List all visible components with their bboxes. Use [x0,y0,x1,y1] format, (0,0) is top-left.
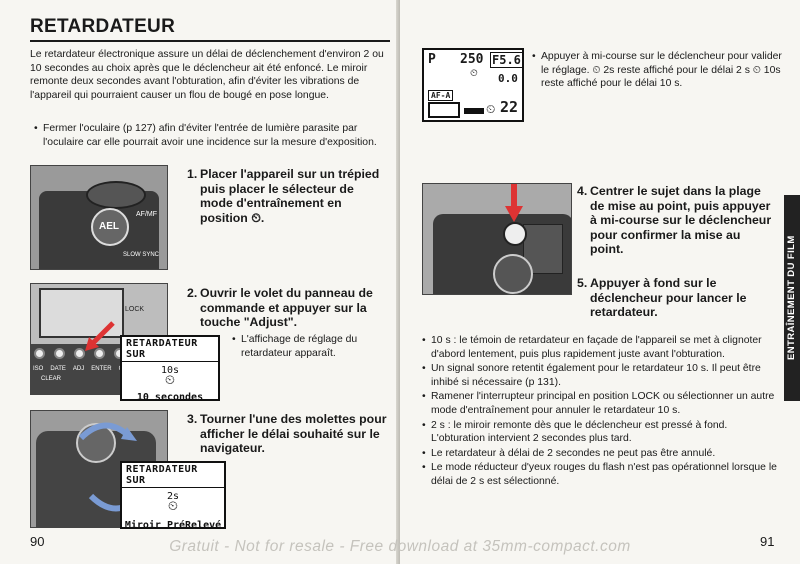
lcd-value: 10s [160,365,180,376]
step-5-text: Appuyer à fond sur le déclencheur pour lancer le retardateur. [590,276,747,320]
step-5-number: 5. [577,276,588,290]
notes-list [422,334,778,489]
iso-label: ISO [33,366,44,372]
step-3 [187,412,388,456]
viewfinder-display [422,48,524,122]
step-5 [577,276,776,320]
lcd-value: 2s [166,491,180,502]
lcd-header: RETARDATEUR SUR [122,463,224,488]
intro-paragraph: Le retardateur électronique assure un délai de déclenchement d'environ 2 ou 10 secondes au choix après que le déclencheur ait été enfoncé. Le miroir remonte deux secondes avant l'obturation, afin d'éviter les vibrations de l'appareil qui pourraient causer un flou de bougé en pose longue. [30,49,384,101]
timer-icon: ⏲ [486,102,496,116]
note-item: • Le mode réducteur d'yeux rouges du flash n'est pas opérationnel lorsque le délai de 2 s est sélectionné. [422,461,778,488]
shutter-speed: 250 [460,52,484,67]
exposure-mode: P [428,52,436,67]
title-rule [30,40,390,42]
lock-label: LOCK [125,306,145,313]
step-3-number: 3. [187,412,198,426]
step-2 [187,286,388,330]
arrow-icon [81,319,117,355]
exposure-compensation: 0.0 [498,72,518,85]
left-page [0,0,398,564]
page-number-left: 90 [30,534,45,549]
shutter-button-icon[interactable] [503,222,527,246]
step-2-number: 2. [187,286,198,300]
step-2-bullet: • L'affichage de réglage du retardateur apparaît. [232,333,382,360]
mode-dial-icon [86,181,146,209]
lcd-display-10s [120,335,220,401]
lcd-display-2s [120,461,226,529]
page-title: RETARDATEUR [30,16,176,37]
page-number-right: 91 [760,534,775,549]
date-label: DATE [50,366,66,372]
note-item: • Ramener l'interrupteur principal en position LOCK ou sélectionner un autre mode d'entraînement pour annuler le retardateur 10 s. [422,390,778,417]
mode-dial-icon [493,254,533,294]
panel-button[interactable] [54,348,65,359]
arrow-down-icon [503,184,525,224]
step-1 [187,167,388,225]
adj-label: ADJ [72,366,85,372]
step-4-number: 4. [577,184,588,198]
top-bullet: • Appuyer à mi-course sur le déclencheur pour valider le réglage. ⏲ 2s reste affiché pour le délai 2 s ⏲ 10s reste affiché pour le délai 10 s. [532,50,782,91]
note-item: • 2 s : le miroir remonte dès que le déclencheur est pressé à fond. L'obturation intervient 2 secondes plus tard. [422,419,778,446]
timer-icon: ⏲ [470,68,478,79]
step-2-text: Ouvrir le volet du panneau de commande et appuyer sur la touche "Adjust". [200,286,373,330]
camera-top-photo [30,165,168,270]
enter-label: ENTER [91,366,112,372]
panel-button[interactable] [34,348,45,359]
section-tab: ENTRAÎNEMENT DU FILM [784,195,800,401]
lcd-header: RETARDATEUR SUR [122,337,218,362]
clear-label: CLEAR [41,376,62,382]
aperture-value: F5.6 [492,53,521,67]
step-4-text: Centrer le sujet dans la plage de mise au point, puis appuyer à mi-course sur le déclencheur pour confirmer la mise au point. [590,184,772,257]
note-item: • Le retardateur à délai de 2 secondes ne peut pas être annulé. [422,447,778,461]
afmf-label: AF/MF [136,211,157,218]
af-mode: AF-A [428,90,453,101]
right-page [400,0,800,564]
step-4 [577,184,776,257]
lcd-footer: 10 secondes [136,392,204,403]
ael-label: AEL [99,221,119,232]
frame-counter: 22 [500,98,519,116]
note-item: • 10 s : le témoin de retardateur en façade de l'appareil se met à clignoter d'abord lentement, puis plus rapidement juste avant l'obturation. [422,334,778,361]
note-item: • Un signal sonore retentit également pour le retardateur 10 s. Il peut être inhibé si nécessaire (p 131). [422,362,778,389]
lcd-footer: Miroir PréRelevé [124,520,222,531]
battery-icon [464,108,484,114]
rotate-arrow-icon [71,413,141,443]
focus-area-icon [428,102,460,118]
step-1-number: 1. [187,167,198,181]
step-3-text: Tourner l'une des molettes pour afficher le délai souhaité sur le navigateur. [200,412,387,456]
slow-sync-label: SLOW SYNC [123,252,160,258]
watermark: Gratuit - Not for resale - Free download at 35mm-compact.com [169,538,631,555]
intro-bullet: • Fermer l'oculaire (p 127) afin d'éviter l'entrée de lumière parasite par l'oculaire car elle pourrait avoir une incidence sur la mesure d'exposition. [34,122,388,149]
timer-icon: ⏲ [164,373,176,388]
timer-icon: ⏲ [167,499,179,514]
step-1-text: Placer l'appareil sur un trépied puis placer le sélecteur de mode d'entraînement en position ⏲. [200,167,380,225]
camera-shutter-photo [422,183,572,295]
